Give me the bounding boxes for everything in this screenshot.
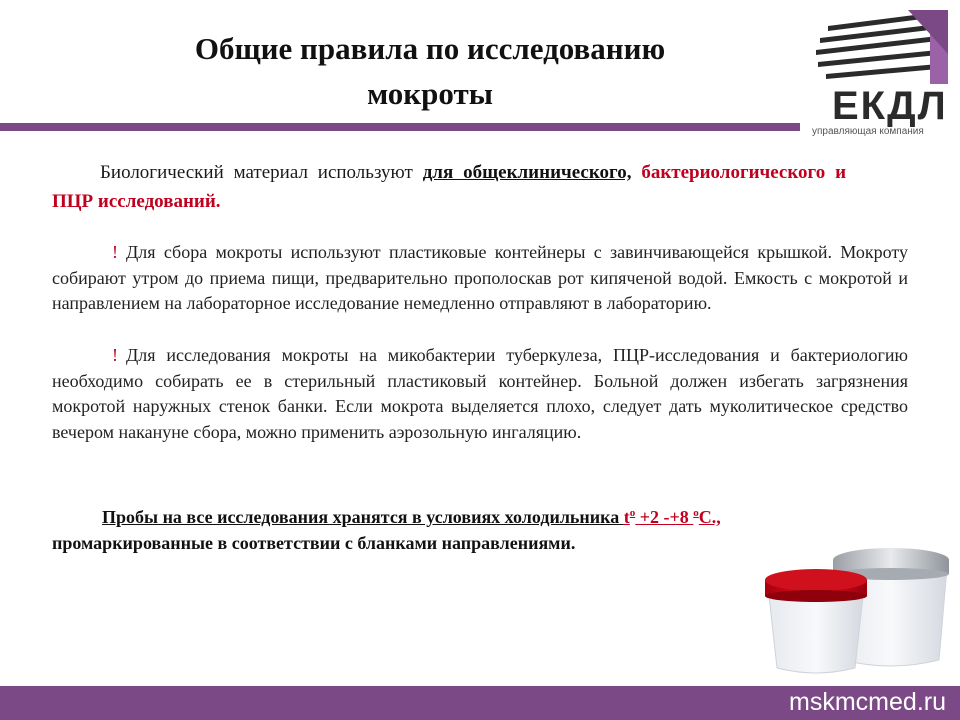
exclamation-icon: !: [112, 242, 118, 262]
page-title: [60, 26, 800, 116]
intro-plain: Биологический материал используют: [100, 162, 423, 183]
footer-bar: [0, 686, 960, 720]
title-divider: [0, 123, 800, 131]
logo-caption: управляющая компания: [812, 126, 924, 137]
logo-wordmark: ЕКДЛ: [832, 84, 948, 128]
storage-text: Пробы на все исследования хранятся в условиях холодильника: [102, 507, 624, 527]
intro-paragraph: [52, 158, 846, 216]
exclamation-icon: !: [112, 345, 118, 365]
footer-site: mskmcmed.ru: [789, 688, 946, 716]
temp-t: t: [623, 507, 630, 527]
temp-range: +2 -+8: [635, 507, 694, 527]
rule-text-1: Для сбора мокроты используют пластиковые контейнеры с завинчивающейся крышкой. Мокроту собирают утром до приема пищи, предварительно прополоскав рот кипяченой водой. Емкость с мокротой и направлением на лабораторное исследование немедленно отправляют в лабораторию.: [52, 242, 908, 313]
temp-degree-2: o: [693, 507, 699, 519]
rule-paragraph-2: [52, 343, 908, 445]
temp-unit: С.,: [698, 507, 721, 527]
intro-bold-2: бактериологического и ПЦР исследований.: [52, 162, 847, 212]
ekdl-logo: [808, 4, 950, 144]
sample-containers-image: [755, 540, 960, 680]
rule-text-2: Для исследования мокроты на микобактерии туберкулеза, ПЦР-исследования и бактериологию необходимо собирать ее в стерильный пластиковый контейнер. Больной должен избегать загрязнения мокротой наружных стенок банки. Если мокрота выделяется плохо, следует дать муколитическое средство вечером накануне сбора, можно применить аэрозольную ингаляцию.: [52, 345, 908, 442]
intro-bold-1: для общеклинического,: [422, 162, 632, 183]
title-line-2: мокроты: [367, 76, 493, 111]
title-line-1: Общие правила по исследованию: [194, 31, 666, 66]
rule-paragraph-1: [52, 240, 908, 317]
temp-degree-1: o: [629, 507, 636, 519]
storage-line-2: промаркированные в соответствии с бланками направлениями.: [52, 533, 576, 553]
